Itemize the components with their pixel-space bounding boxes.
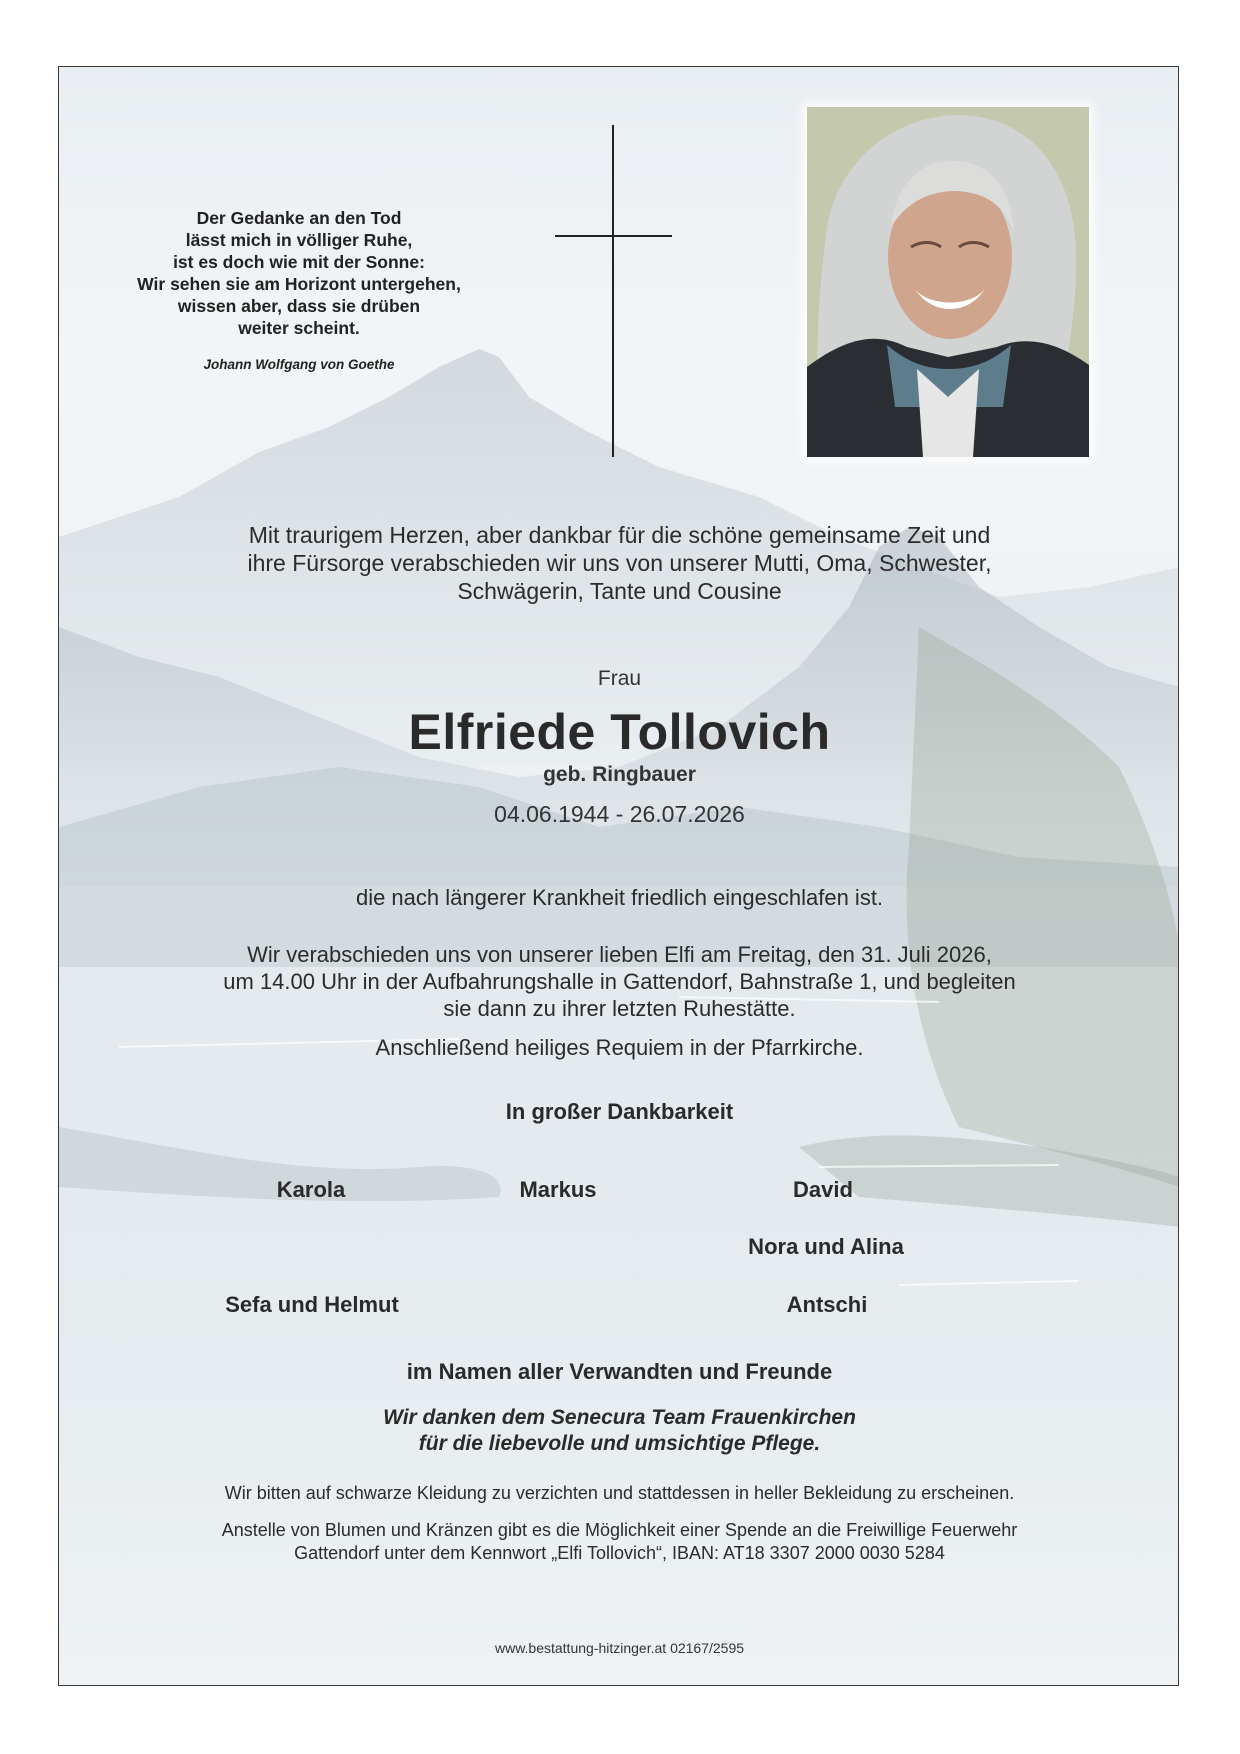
mourner-name: Karola	[276, 1177, 346, 1202]
intro-text	[129, 521, 1110, 605]
quote-line: weiter scheint.	[238, 318, 360, 338]
salutation: Frau	[597, 667, 642, 690]
quote-line: ist es doch wie mit der Sonne:	[173, 252, 425, 272]
quote-author: Johann Wolfgang von Goethe	[203, 357, 395, 372]
thanks-heading: In großer Dankbarkeit	[505, 1099, 734, 1124]
mourner-name: Antschi	[786, 1292, 868, 1317]
mourner-name: Markus	[519, 1177, 597, 1202]
portrait-photo	[807, 107, 1089, 457]
birth-name: geb. Ringbauer	[543, 763, 696, 786]
goethe-quote	[99, 207, 499, 339]
requiem-text: Anschließend heiliges Requiem in der Pfarrkirche.	[375, 1035, 864, 1060]
deceased-name: Elfriede Tollovich	[408, 704, 831, 760]
care-thanks-line: für die liebevolle und umsichtige Pflege.	[418, 1432, 821, 1455]
care-thanks	[59, 1405, 1179, 1457]
funeral-details	[119, 941, 1120, 1022]
footer-contact: www.bestattung-hitzinger.at 02167/2595	[494, 1640, 745, 1656]
quote-line: wissen aber, dass sie drüben	[177, 296, 421, 316]
obituary-card	[58, 66, 1179, 1686]
mourner-name: Sefa und Helmut	[225, 1292, 399, 1317]
funeral-line: sie dann zu ihrer letzten Ruhestätte.	[443, 996, 796, 1021]
mourner-name: Nora und Alina	[748, 1234, 904, 1259]
cross-icon-bar	[555, 235, 672, 237]
care-thanks-line: Wir danken dem Senecura Team Frauenkirchen	[383, 1406, 856, 1429]
cross-icon	[612, 125, 614, 457]
intro-line: Schwägerin, Tante und Cousine	[457, 578, 782, 604]
quote-line: Der Gedanke an den Tod	[196, 208, 402, 228]
intro-line: Mit traurigem Herzen, aber dankbar für die schöne gemeinsame Zeit und	[248, 522, 991, 548]
intro-line: ihre Fürsorge verabschieden wir uns von unserer Mutti, Oma, Schwester,	[247, 550, 992, 576]
donation-note	[89, 1519, 1150, 1565]
passing-text: die nach längerer Krankheit friedlich eingeschlafen ist.	[355, 885, 884, 910]
life-dates: 04.06.1944 - 26.07.2026	[494, 801, 745, 827]
clothing-note: Wir bitten auf schwarze Kleidung zu verzichten und stattdessen in heller Bekleidung zu erscheinen.	[224, 1483, 1015, 1503]
quote-line: lässt mich in völliger Ruhe,	[185, 230, 413, 250]
family-line: im Namen aller Verwandten und Freunde	[406, 1359, 833, 1384]
donation-line: Anstelle von Blumen und Kränzen gibt es die Möglichkeit einer Spende an die Freiwillige Feuerwehr	[221, 1520, 1018, 1540]
funeral-line: Wir verabschieden uns von unserer lieben Elfi am Freitag, den 31. Juli 2026,	[247, 942, 992, 967]
quote-line: Wir sehen sie am Horizont untergehen,	[137, 274, 461, 294]
funeral-line: um 14.00 Uhr in der Aufbahrungshalle in Gattendorf, Bahnstraße 1, und begleiten	[223, 969, 1016, 994]
donation-line: Gattendorf unter dem Kennwort „Elfi Tollovich“, IBAN: AT18 3307 2000 0030 5284	[294, 1543, 945, 1563]
mourner-name: David	[793, 1177, 853, 1202]
